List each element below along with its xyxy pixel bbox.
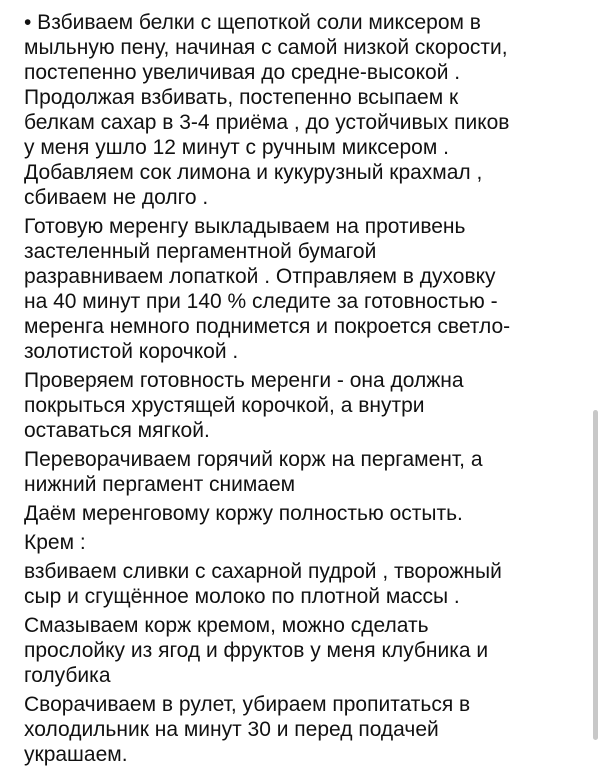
step-beat-whites: • Взбиваем белки с щепоткой соли миксером в мыльную пену, начиная с самой низкой скорости, постепенно увеличивая до средне-высокой . Продолжая взбивать, постепенно всыпаем к белкам сахар в 3-4 приёма , до устойчивых пиков у меня ушло 12 минут с ручным миксером . Добавляем сок лимона и кукурузный крахмал , сбиваем не долго . — [24, 11, 510, 209]
vertical-scrollbar[interactable] — [593, 410, 598, 740]
step-cool-layer: Даём меренговому коржу полностью остыть. — [24, 502, 463, 525]
step-flip-layer: Переворачиваем горячий корж на пергамент, а нижний пергамент снимаем — [24, 448, 483, 496]
recipe-text — [24, 10, 588, 771]
cream-heading: Крем : — [24, 531, 86, 554]
step-make-cream: взбиваем сливки с сахарной пудрой , творожный сыр и сгущённое молоко по плотной массы . — [24, 560, 502, 608]
step-roll-chill: Сворачиваем в рулет, убираем пропитаться в холодильник на минут 30 и перед подачей украшаем. — [24, 693, 471, 766]
step-spread-cream: Смазываем корж кремом, можно сделать прослойку из ягод и фруктов у меня клубника и голубика — [24, 614, 489, 687]
step-check-doneness: Проверяем готовность меренги - она должна покрыться хрустящей корочкой, а внутри оставаться мягкой. — [24, 369, 464, 442]
step-bake-meringue: Готовую меренгу выкладываем на противень застеленный пергаментной бумагой разравниваем лопаткой . Отправляем в духовку на 40 минут при 140 % следите за готовностью - меренга немного поднимется и покроется светло- золотистой корочкой . — [24, 215, 511, 363]
